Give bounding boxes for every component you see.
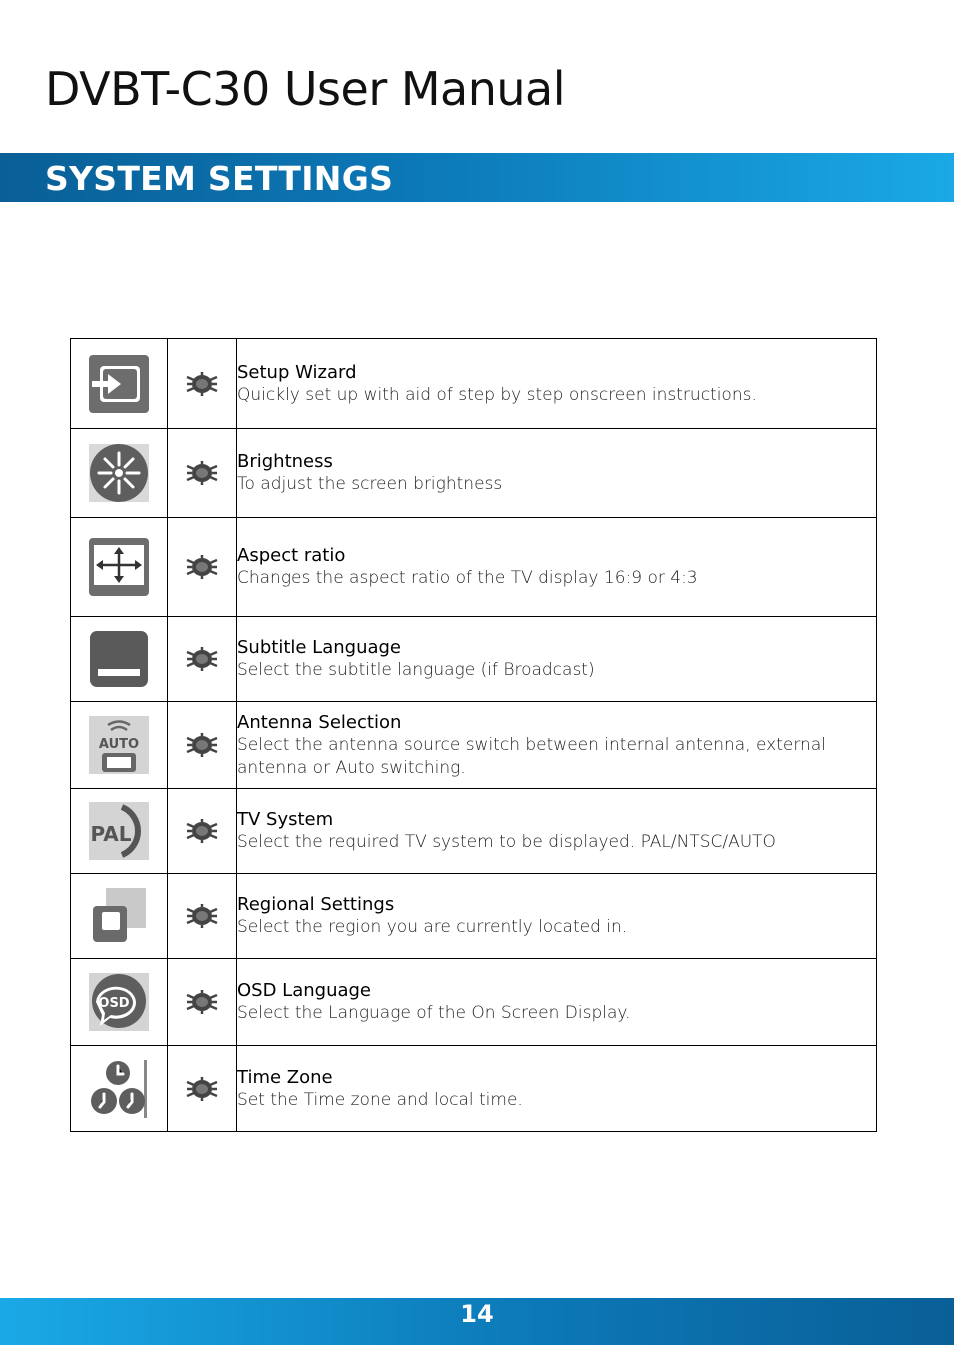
ok-button-icon [185,735,219,754]
item-description: Select the region you are currently located in. [237,917,628,937]
setup-wizard-icon [88,354,150,414]
page-number: 14 [460,1300,494,1328]
ok-button-icon [185,1078,219,1097]
item-title: Regional Settings [237,894,395,915]
item-description: To adjust the screen brightness [237,474,503,494]
item-description: Changes the aspect ratio of the TV display 16:9 or 4:3 [237,568,698,588]
tv-system-icon-label: PAL [90,822,132,846]
time-zone-icon [88,1059,150,1119]
subtitle-icon [88,629,150,689]
ok-button-icon [185,373,219,392]
section-header-bar [0,153,954,202]
item-description: Select the subtitle language (if Broadcast) [237,660,595,680]
table-row [71,702,877,789]
item-description: Set the Time zone and local time. [237,1089,523,1110]
table-row [71,959,877,1046]
ok-button-icon [185,649,219,668]
ok-button-icon [185,821,219,840]
table-row [71,789,877,874]
table-row [71,518,877,617]
tv-system-pal-icon [88,801,150,861]
regional-settings-icon [88,886,150,946]
item-description: Select the antenna source switch between internal antenna, external antenna or Auto switching. [237,734,826,778]
table-row [71,339,877,429]
osd-icon-label: OSD [98,996,130,1011]
table-row [71,617,877,702]
item-description: Quickly set up with aid of step by step onscreen instructions. [237,384,757,405]
table-row [71,1046,877,1132]
item-title: Time Zone [237,1066,333,1088]
ok-button-icon [185,557,219,576]
ok-button-icon [185,463,219,482]
item-title: Antenna Selection [237,711,402,733]
item-description: Select the Language of the On Screen Display. [237,1003,631,1023]
osd-language-icon [88,972,150,1032]
item-title: OSD Language [237,980,372,1001]
document-title: DVBT-C30 User Manual [45,62,566,116]
aspect-ratio-icon [88,537,150,597]
section-title: SYSTEM SETTINGS [45,159,394,198]
footer-bar [0,1298,954,1345]
brightness-icon [88,443,150,503]
item-title: Subtitle Language [237,637,402,658]
antenna-auto-icon [88,715,150,775]
table-row [71,874,877,959]
table-row [71,429,877,518]
item-description: Select the required TV system to be displayed. PAL/NTSC/AUTO [237,832,776,852]
item-title: Brightness [237,451,333,472]
item-title: TV System [237,809,334,830]
settings-table [70,338,877,1132]
item-title: Setup Wizard [237,361,357,383]
ok-button-icon [185,992,219,1011]
item-title: Aspect ratio [237,545,346,566]
antenna-icon-label: AUTO [98,737,140,752]
ok-button-icon [185,906,219,925]
